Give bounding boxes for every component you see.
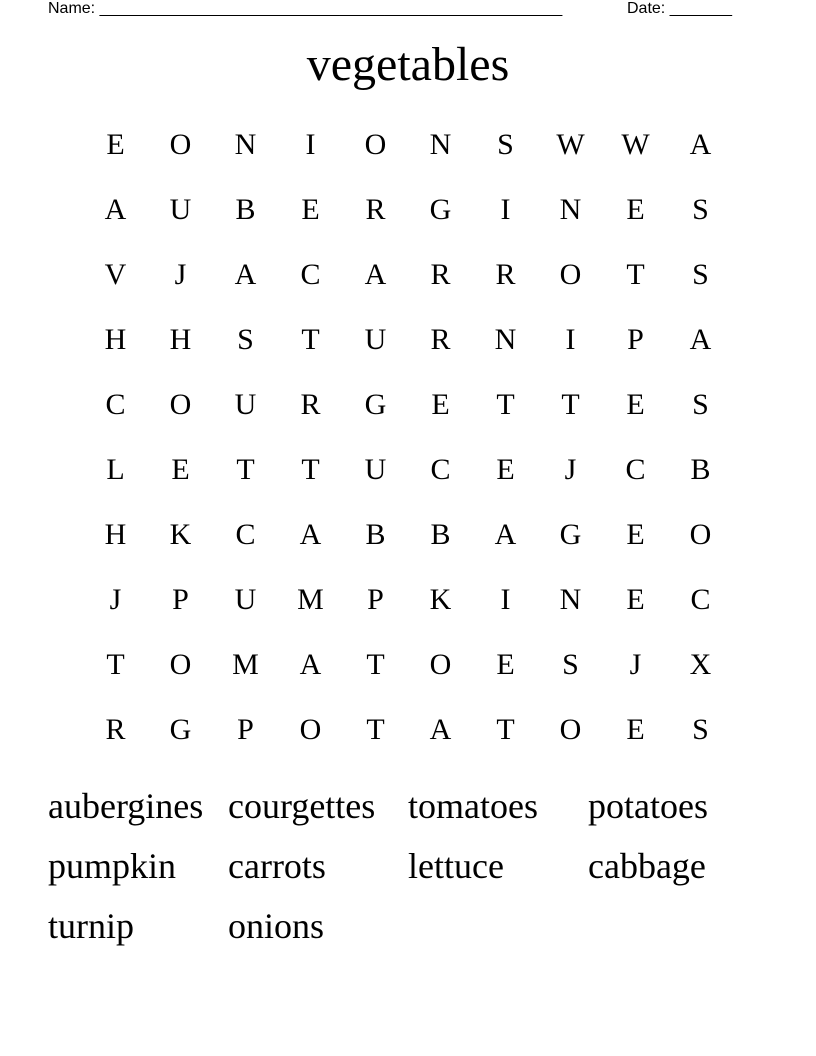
grid-cell: E [171,452,190,486]
grid-cell: T [301,452,320,486]
word-list-item: turnip [48,906,134,946]
grid-cell: J [174,257,187,291]
grid-cell: E [626,712,645,746]
grid-cell: O [429,647,452,681]
grid-cell: O [169,127,192,161]
grid-cell: J [109,582,122,616]
grid-cell: E [496,452,515,486]
grid-cell: R [495,257,516,291]
grid-cell: S [692,192,709,226]
grid-cell: W [556,127,585,161]
grid-cell: A [429,712,452,746]
word-list-item: courgettes [228,786,376,826]
grid-cell: A [299,517,322,551]
grid-cell: T [496,387,515,421]
letter-grid [83,112,733,762]
grid-cell: U [234,582,257,616]
grid-cell: K [169,517,192,551]
grid-cell: G [169,712,192,746]
grid-cell: G [429,192,452,226]
grid-cell: T [106,647,125,681]
grid-cell: V [104,257,127,291]
date-field: Date: _______ [627,0,732,17]
grid-cell: S [692,712,709,746]
grid-cell: C [105,387,126,421]
word-list-item: onions [228,906,325,946]
grid-cell: K [429,582,452,616]
grid-cell: H [104,322,127,356]
grid-cell: A [494,517,517,551]
grid-cell: P [237,712,254,746]
grid-cell: J [629,647,642,681]
grid-cell: C [300,257,321,291]
grid-cell: P [627,322,644,356]
word-list-item: carrots [228,846,326,886]
grid-cell: A [689,127,712,161]
grid-cell: T [626,257,645,291]
grid-cell: S [692,257,709,291]
grid-cell: E [626,517,645,551]
grid-cell: R [365,192,386,226]
grid-cell: I [565,322,576,356]
grid-cell: C [235,517,256,551]
grid-cell: P [172,582,189,616]
grid-cell: E [106,127,125,161]
grid-cell: U [234,387,257,421]
grid-cell: B [430,517,451,551]
grid-cell: U [364,452,387,486]
grid-cell: B [235,192,256,226]
grid-cell: N [234,127,257,161]
grid-cell: S [562,647,579,681]
grid-cell: E [626,582,645,616]
grid-cell: A [234,257,257,291]
grid-cell: A [104,192,127,226]
grid-cell: S [692,387,709,421]
word-list-item: aubergines [48,786,204,826]
grid-cell: C [690,582,711,616]
grid-cell: P [367,582,384,616]
grid-cell: S [497,127,514,161]
word-list-item: pumpkin [48,846,177,886]
word-list-item: tomatoes [408,786,538,826]
grid-cell: M [297,582,324,616]
grid-cell: B [365,517,386,551]
word-list-item: potatoes [588,786,708,826]
grid-cell: O [364,127,387,161]
grid-cell: T [236,452,255,486]
grid-cell: E [626,192,645,226]
grid-cell: O [559,712,582,746]
grid-cell: W [621,127,650,161]
grid-cell: O [299,712,322,746]
grid-cell: O [559,257,582,291]
grid-cell: T [366,647,385,681]
grid-cell: E [496,647,515,681]
grid-cell: A [299,647,322,681]
page-title: vegetables [306,38,510,91]
grid-cell: H [104,517,127,551]
grid-cell: T [301,322,320,356]
word-list-item: cabbage [588,846,706,886]
grid-cell: B [690,452,711,486]
grid-cell: I [305,127,316,161]
grid-cell: T [366,712,385,746]
grid-cell: L [106,452,125,486]
name-field: Name: ____________________________________________________ [48,0,563,17]
grid-cell: N [494,322,517,356]
grid-cell: E [301,192,320,226]
grid-cell: G [364,387,387,421]
grid-cell: T [561,387,580,421]
grid-cell: O [169,647,192,681]
grid-cell: H [169,322,192,356]
grid-cell: U [169,192,192,226]
grid-cell: C [625,452,646,486]
grid-cell: U [364,322,387,356]
grid-cell: R [105,712,126,746]
grid-cell: O [689,517,712,551]
grid-cell: I [500,582,511,616]
grid-cell: N [429,127,452,161]
grid-cell: G [559,517,582,551]
grid-cell: A [364,257,387,291]
grid-cell: N [559,582,582,616]
grid-cell: O [169,387,192,421]
grid-cell: I [500,192,511,226]
grid-cell: T [496,712,515,746]
grid-cell: N [559,192,582,226]
grid-cell: R [300,387,321,421]
grid-cell: X [689,647,712,681]
grid-cell: J [564,452,577,486]
grid-cell: A [689,322,712,356]
grid-cell: E [626,387,645,421]
word-list-item: lettuce [408,846,504,886]
grid-cell: M [232,647,259,681]
grid-cell: E [431,387,450,421]
word-list [48,776,768,956]
grid-cell: R [430,322,451,356]
grid-cell: C [430,452,451,486]
grid-cell: S [237,322,254,356]
grid-cell: R [430,257,451,291]
